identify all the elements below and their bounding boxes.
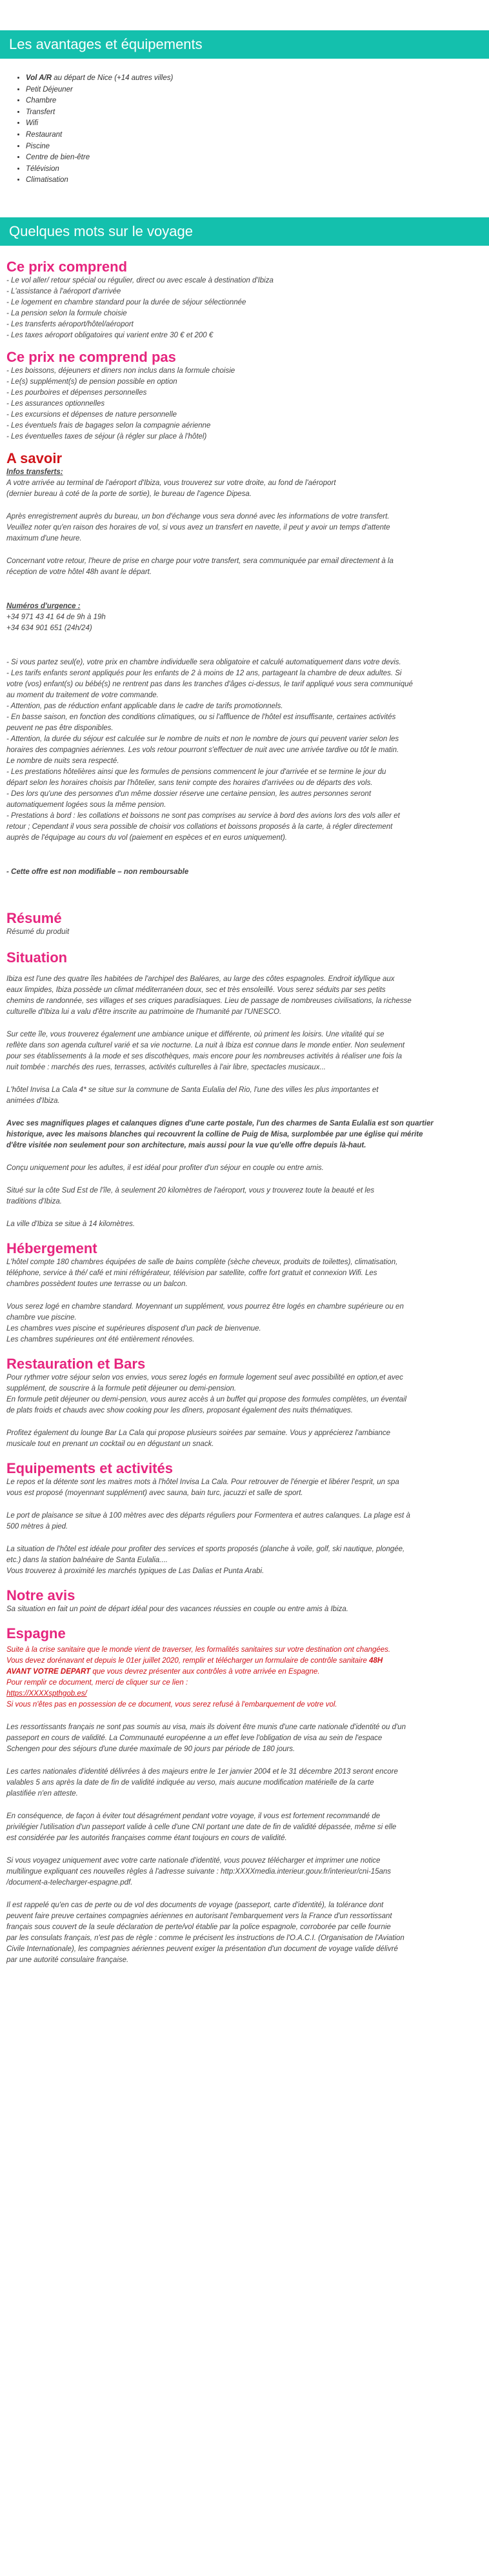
travel-notes xyxy=(6,657,483,844)
situation-title: Situation xyxy=(6,949,68,966)
equipements-paragraph-2 xyxy=(6,1511,483,1532)
price-excluded-item: - Les pourboires et dépenses personnelles xyxy=(6,388,147,397)
text-line: Avec ses magnifiques plages et calanques dignes d'une carte postale, l'un des charmes de Santa Eulalia est son quartier xyxy=(6,1119,434,1127)
text-line: Les chambres vues piscine et supérieures disposent d'un pack de bienvenue. xyxy=(6,1324,261,1333)
section-banner-trip: Quelques mots sur le voyage xyxy=(0,217,489,246)
text-line: Les chambres supérieures ont été entièrement rénovées. xyxy=(6,1335,195,1343)
text-line: Vous devez dorénavant et depuis le 01er juillet 2020, remplir et télécharger un formulaire de contrôle sanitaire 48H xyxy=(6,1656,383,1665)
advantage-item: • Vol A/R au départ de Nice (+14 autres villes) xyxy=(26,73,489,84)
price-excluded-item: - Les éventuels frais de bagages selon la compagnie aérienne xyxy=(6,421,211,430)
text-line: L'hôtel compte 180 chambres équipées de salle de bains complète (sèche cheveux, produits de toilettes), climatisation, xyxy=(6,1258,398,1266)
advantage-item: • Climatisation xyxy=(26,175,489,186)
price-included-title: Ce prix comprend xyxy=(6,258,128,275)
text-line: 500 mètres à pied. xyxy=(6,1522,68,1531)
equipements-title: Equipements et activités xyxy=(6,1460,173,1476)
text-line: de plats froids et chauds avec show cooking pour les dîners, proposant également des nuits thématiques. xyxy=(6,1406,353,1414)
trip-content xyxy=(0,259,489,1966)
restauration-paragraph-1 xyxy=(6,1372,483,1416)
price-included-item: - La pension selon la formule choisie xyxy=(6,309,127,317)
text-line: vous est proposé (moyennant supplément) avec sauna, bain turc, jacuzzi et salle de sport. xyxy=(6,1489,303,1497)
note-line: départ selon les horaires choisis par l'hôtelier, sans tenir compte des horaires d'arrivées ou de départs des vols. xyxy=(6,778,373,787)
page xyxy=(0,30,489,1966)
text-line: par une autorité consulaire française. xyxy=(6,1956,129,1964)
espagne-paragraph-4 xyxy=(6,1856,483,1888)
resume-title: Résumé xyxy=(6,909,62,926)
situation-paragraph-1 xyxy=(6,974,483,1018)
note-line: - Des lors qu'une des personnes d'un même dossier réserve une certaine pension, les autres personnes seront xyxy=(6,789,372,798)
text-line: plastifiée n'en atteste. xyxy=(6,1789,78,1798)
hebergement-paragraph-2 xyxy=(6,1302,483,1345)
text-line: privilégier l'utilisation d'un passeport valide à celle d'une CNI portant une date de fin de validité dépassée, même si elle xyxy=(6,1823,397,1831)
text-line: traditions d'Ibiza. xyxy=(6,1197,62,1205)
situation-paragraph-6 xyxy=(6,1185,483,1207)
health-form-link[interactable]: https://XXXXspthgob.es/ xyxy=(6,1689,87,1698)
price-included-item: - L'assistance à l'aéroport d'arrivée xyxy=(6,287,121,295)
text-line: eaux limpides, Ibiza possède un climat méditerranéen doux, sec et très ensoleillé. Vous serez séduits par ses petits xyxy=(6,986,386,994)
text-line: Vous serez logé en chambre standard. Moyennant un supplément, vous pourrez être logés en chambre supérieure ou en xyxy=(6,1302,404,1311)
text-line: français sous couvert de la seule déclaration de perte/vol établie par la police espagnole, corroborée par celle fournie xyxy=(6,1923,391,1931)
phone-number: +34 634 901 651 (24h/24) xyxy=(6,624,92,632)
text-line: supplément, de souscrire à la formule petit déjeuner ou demi-pension. xyxy=(6,1384,237,1392)
text-line: Concernant votre retour, l'heure de prise en charge pour votre transfert, sera communiquée par email directement à la xyxy=(6,557,394,565)
return-transfer-text xyxy=(6,556,483,578)
boarding-refusal-warning: Si vous n'êtes pas en possession de ce document, vous serez refusé à l'embarquement de votre vol. xyxy=(6,1700,337,1709)
espagne-paragraph-1 xyxy=(6,1722,483,1755)
espagne-title: Espagne xyxy=(6,1625,66,1641)
price-excluded-title: Ce prix ne comprend pas xyxy=(6,348,176,365)
non-refundable-note: - Cette offre est non modifiable – non remboursable xyxy=(6,867,189,876)
situation-paragraph-7: La ville d'Ibiza se situe à 14 kilomètres. xyxy=(6,1220,135,1228)
restauration-title: Restauration et Bars xyxy=(6,1355,146,1372)
advantage-item: • Petit Déjeuner xyxy=(26,84,489,96)
text-line: musicale tout en prenant un cocktail ou en dégustant un snack. xyxy=(6,1440,214,1448)
text-line: par les consulats français, n'est pas de règle : comme le précisent les instructions de l'O.A.C.I. (Organisation de l'Aviation xyxy=(6,1934,404,1942)
text-line: Schengen pour des séjours d'une durée maximale de 90 jours par période de 180 jours. xyxy=(6,1745,295,1753)
note-line: - Les prestations hôtelières ainsi que les formules de pensions commencent le jour d'arrivée et se termine le jour du xyxy=(6,768,386,776)
text-line: En conséquence, de façon à éviter tout désagrément pendant votre voyage, il vous est fortement recommandé de xyxy=(6,1812,381,1820)
price-included-item: - Le logement en chambre standard pour la durée de séjour sélectionnée xyxy=(6,298,246,306)
price-excluded-item: - Les boissons, déjeuners et diners non inclus dans la formule choisie xyxy=(6,366,235,375)
espagne-paragraph-5 xyxy=(6,1900,483,1966)
situation-paragraph-3 xyxy=(6,1085,483,1107)
text-line: reflète dans son agenda culturel varié et sa vie nocturne. La nuit à Ibiza est connue dans le monde entier. Non seulement xyxy=(6,1041,405,1049)
text-line: nuit tombée : marchés des rues, terrasses, activités culturelles à l'air libre, spectacles musicaux... xyxy=(6,1063,326,1071)
health-form-link-label: Pour remplir ce document, merci de cliquer sur ce lien : xyxy=(6,1678,188,1687)
transfer-registration-text xyxy=(6,511,483,544)
note-line: Le nombre de nuits sera respecté. xyxy=(6,757,119,765)
notre-avis-text: Sa situation en fait un point de départ idéal pour des vacances réussies en couple ou entre amis à Ibiza. xyxy=(6,1605,348,1613)
text-line: Profitez également du lounge Bar La Cala qui propose plusieurs soirées par semaine. Vous y apprécierez l'ambiance xyxy=(6,1429,390,1437)
text-line: est considérée par les autorités françaises comme étant toujours en cours de validité. xyxy=(6,1834,287,1842)
text-line: Il est rappelé qu'en cas de perte ou de vol des documents de voyage (passeport, carte d'identité), la tolérance dont xyxy=(6,1901,384,1909)
text-line: passeport en cours de validité. La Communauté européenne a un effet leve l'obligation de visa au sein de l'espace xyxy=(6,1734,383,1742)
advantage-item: • Restaurant xyxy=(26,130,489,141)
text-line: Civile Internationale), les compagnies aériennes peuvent exiger la présentation d'un document de voyage valide délivré xyxy=(6,1945,398,1953)
text-line: téléphone, service à thé/ café et mini réfrigérateur, télévision par satellite, coffre fort gratuit et connexion Wifi. Les xyxy=(6,1269,377,1277)
text-line: multilingue expliquant ces nouvelles règles à l'adresse suivante : http:XXXXmedia.interieur.gouv.fr/interieur/cni-15ans xyxy=(6,1867,392,1876)
text-line: chemins de randonnée, ses villages et ses criques paradisiaques. Lieu de passage de nombreuses civilisations, la richesse xyxy=(6,996,412,1005)
health-formalities-notice xyxy=(6,1645,483,1667)
note-line: - Prestations à bord : les collations et boissons ne sont pas comprises au service à bord des avions lors des vols aller et xyxy=(6,811,400,820)
note-line: - Attention, la durée du séjour est calculée sur le nombre de nuits et non le nombre de jours qui peuvent varier selon les xyxy=(6,735,399,743)
note-line: - Si vous partez seul(e), votre prix en chambre individuelle sera obligatoire et calculé automatiquement dans votre devis. xyxy=(6,658,401,666)
section-banner-advantages: Les avantages et équipements xyxy=(0,30,489,59)
hebergement-title: Hébergement xyxy=(6,1240,97,1256)
espagne-paragraph-3 xyxy=(6,1811,483,1844)
advantage-item: • Transfert xyxy=(26,107,489,119)
text-line: d'être visitée non seulement pour son architecture, mais aussi pour la vue qu'elle offre depuis là-haut. xyxy=(6,1141,366,1149)
advantage-item: • Télévision xyxy=(26,164,489,175)
text-line: Veuillez noter qu'en raison des horaires de vol, si vous avez un transfert en navette, il peut y avoir un temps d'attente xyxy=(6,523,390,531)
text-line: maximum d'une heure. xyxy=(6,534,82,542)
urgence-numbers xyxy=(6,612,483,634)
note-line: - Les tarifs enfants seront appliqués pour les enfants de 2 à moins de 12 ans, partageant la chambre de deux adultes. Si xyxy=(6,669,402,677)
advantage-item: • Piscine xyxy=(26,141,489,153)
advantage-item: • Centre de bien-être xyxy=(26,152,489,164)
text-line: Vous trouverez à proximité les marchés typiques de Las Dalias et Punta Arabi. xyxy=(6,1567,264,1575)
infos-transferts-text xyxy=(6,478,483,500)
restauration-paragraph-2 xyxy=(6,1428,483,1450)
price-excluded-item: - Les assurances optionnelles xyxy=(6,399,105,408)
price-excluded-item: - Le(s) supplément(s) de pension possible en option xyxy=(6,377,177,386)
infos-transferts-label: Infos transferts: xyxy=(6,468,63,476)
text-line: Après enregistrement auprès du bureau, un bon d'échange vous sera donné avec les informations de votre transfert. xyxy=(6,512,390,520)
price-excluded-item: - Les excursions et dépenses de nature personnelle xyxy=(6,410,177,419)
price-included-item: - Les taxes aéroport obligatoires qui varient entre 30 € et 200 € xyxy=(6,331,214,339)
text-line: etc.) dans la station balnéaire de Santa Eulalia.... xyxy=(6,1556,168,1564)
text-line: Le repos et la détente sont les maitres mots à l'hôtel Invisa La Cala. Pour retrouver de l'énergie et libérer l'esprit, un spa xyxy=(6,1478,399,1486)
text-line: Pour rythmer votre séjour selon vos envies, vous serez logés en formule logement seul avec possibilité en option,et avec xyxy=(6,1373,403,1382)
text-line: réception de votre hôtel 48h avant le départ. xyxy=(6,568,152,576)
hebergement-paragraph-1 xyxy=(6,1257,483,1290)
text-line: (dernier bureau à coté de la porte de sortie), le bureau de l'agence Dipesa. xyxy=(6,490,252,498)
a-savoir-title: A savoir xyxy=(6,450,63,466)
note-line: retour ; Cependant il vous sera possible de choisir vos collations et boissons proposés à la carte, à régler directement xyxy=(6,822,393,831)
text-line: Si vous voyagez uniquement avec votre carte nationale d'identité, vous pouvez télécharger et imprimer une notice xyxy=(6,1856,381,1865)
text-line: Les ressortissants français ne sont pas soumis au visa, mais ils doivent être munis d'une carte nationale d'identité ou d'un xyxy=(6,1723,406,1731)
note-line: automatiquement logées sous la même pension. xyxy=(6,800,166,809)
text-line: Le port de plaisance se situe à 100 mètres avec des départs réguliers pour Formentera et autres calanques. La plage est à xyxy=(6,1511,410,1520)
note-line: - Attention, pas de réduction enfant applicable dans le cadre de tarifs promotionnels. xyxy=(6,702,283,710)
urgence-label: Numéros d'urgence : xyxy=(6,602,81,610)
text-line: historique, avec les maisons blanches qui recouvrent la colline de Puig de Misa, surplombée par une église qui mérite xyxy=(6,1130,423,1138)
note-line: au moment du traitement de votre commande. xyxy=(6,691,159,699)
note-line: horaires des compagnies aériennes. Les vols retour pourront s'effectuer de nuit avec une arrivée tardive ou tôt le matin. xyxy=(6,746,399,754)
text-line: /document-a-telecharger-espagne.pdf. xyxy=(6,1878,133,1887)
situation-paragraph-5: Conçu uniquement pour les adultes, il est idéal pour profiter d'un séjour en couple ou entre amis. xyxy=(6,1164,324,1172)
text-line: Suite à la crise sanitaire que le monde vient de traverser, les formalités sanitaires sur votre destination ont changées. xyxy=(6,1645,391,1654)
text-line: chambre vue piscine. xyxy=(6,1313,77,1322)
price-excluded-list xyxy=(6,366,483,442)
resume-text: Résumé du produit xyxy=(6,927,70,936)
text-line: Sur cette île, vous trouverez également une ambiance unique et différente, où priment les loisirs. Une vitalité qui se xyxy=(6,1030,384,1038)
advantage-item: • Wifi xyxy=(26,118,489,130)
text-line: culturelle d'Ibiza lui a valu d'être inscrite au patrimoine de l'humanité par l'UNESCO. xyxy=(6,1007,282,1016)
note-line: auprès de l'équipage au cours du vol (paiement en espèces et en euros uniquement). xyxy=(6,833,288,842)
text-line: L'hôtel Invisa La Cala 4* se situe sur la commune de Santa Eulalia del Rio, l'une des villes les plus importantes et xyxy=(6,1085,379,1094)
phone-number: +34 971 43 41 64 de 9h à 19h xyxy=(6,613,106,621)
price-included-list xyxy=(6,275,483,341)
text-line: valables 5 ans après la date de fin de validité indiquée au verso, mais aucune modification matérielle de la carte xyxy=(6,1778,374,1787)
note-line: - En basse saison, en fonction des conditions climatiques, ou si l'affluence de l'hôtel est insuffisante, certaines activités xyxy=(6,713,396,721)
text-line: chambres possèdent toutes une terrasse ou un balcon. xyxy=(6,1280,188,1288)
equipements-paragraph-3 xyxy=(6,1544,483,1577)
espagne-paragraph-2 xyxy=(6,1767,483,1799)
text-line: pour ses établissements à la mode et ses discothèques, mais encore pour les nombreuses activités à réaliser une fois la xyxy=(6,1052,403,1060)
text-line: peuvent faire preuve certaines compagnies aériennes en autorisant l'embarquement vers la France d'un ressortissant xyxy=(6,1912,392,1920)
notre-avis-title: Notre avis xyxy=(6,1587,75,1603)
text-line: animées d'Ibiza. xyxy=(6,1096,60,1105)
price-excluded-item: - Les éventuelles taxes de séjour (à régler sur place à l'hôtel) xyxy=(6,432,207,441)
text-line: La situation de l'hôtel est idéale pour profiter des services et sports proposés (planche à voile, golf, ski nautique, plongée, xyxy=(6,1545,405,1553)
text-line: Ibiza est l'une des quatre îles habitées de l'archipel des Baléares, au large des côtes espagnoles. Endroit idyllique aux xyxy=(6,975,395,983)
health-form-deadline: AVANT VOTRE DEPART que vous devrez présenter aux contrôles à votre arrivée en Espagne. xyxy=(6,1667,320,1676)
advantage-item: • Chambre xyxy=(26,95,489,107)
equipements-paragraph-1 xyxy=(6,1477,483,1499)
text-line: En formule petit déjeuner ou demi-pension, vous aurez accès à un buffet qui propose des formules complètes, un éventail xyxy=(6,1395,407,1403)
situation-paragraph-4 xyxy=(6,1118,483,1151)
note-line: votre (vos) enfant(s) ou bébé(s) ne rentrent pas dans les tranches d'âges ci-dessus, le tarif appliqué vous sera communiqué xyxy=(6,680,413,688)
advantages-list xyxy=(0,73,489,186)
price-included-item: - Le vol aller/ retour spécial ou régulier, direct ou avec escale à destination d'Ibiza xyxy=(6,276,274,284)
note-line: peuvent ne pas être disponibles. xyxy=(6,724,114,732)
text-line: Situé sur la côte Sud Est de l'île, à seulement 20 kilomètres de l'aéroport, vous y trouverez toute la beauté et les xyxy=(6,1186,375,1194)
text-line: Les cartes nationales d'identité délivrées à des majeurs entre le 1er janvier 2004 et le 31 décembre 2013 seront encore xyxy=(6,1767,398,1776)
situation-paragraph-2 xyxy=(6,1029,483,1073)
price-included-item: - Les transferts aéroport/hôtel/aéroport xyxy=(6,320,134,328)
text-line: A votre arrivée au terminal de l'aéroport d'Ibiza, vous trouverez sur votre droite, au fond de l'aéroport xyxy=(6,479,336,487)
